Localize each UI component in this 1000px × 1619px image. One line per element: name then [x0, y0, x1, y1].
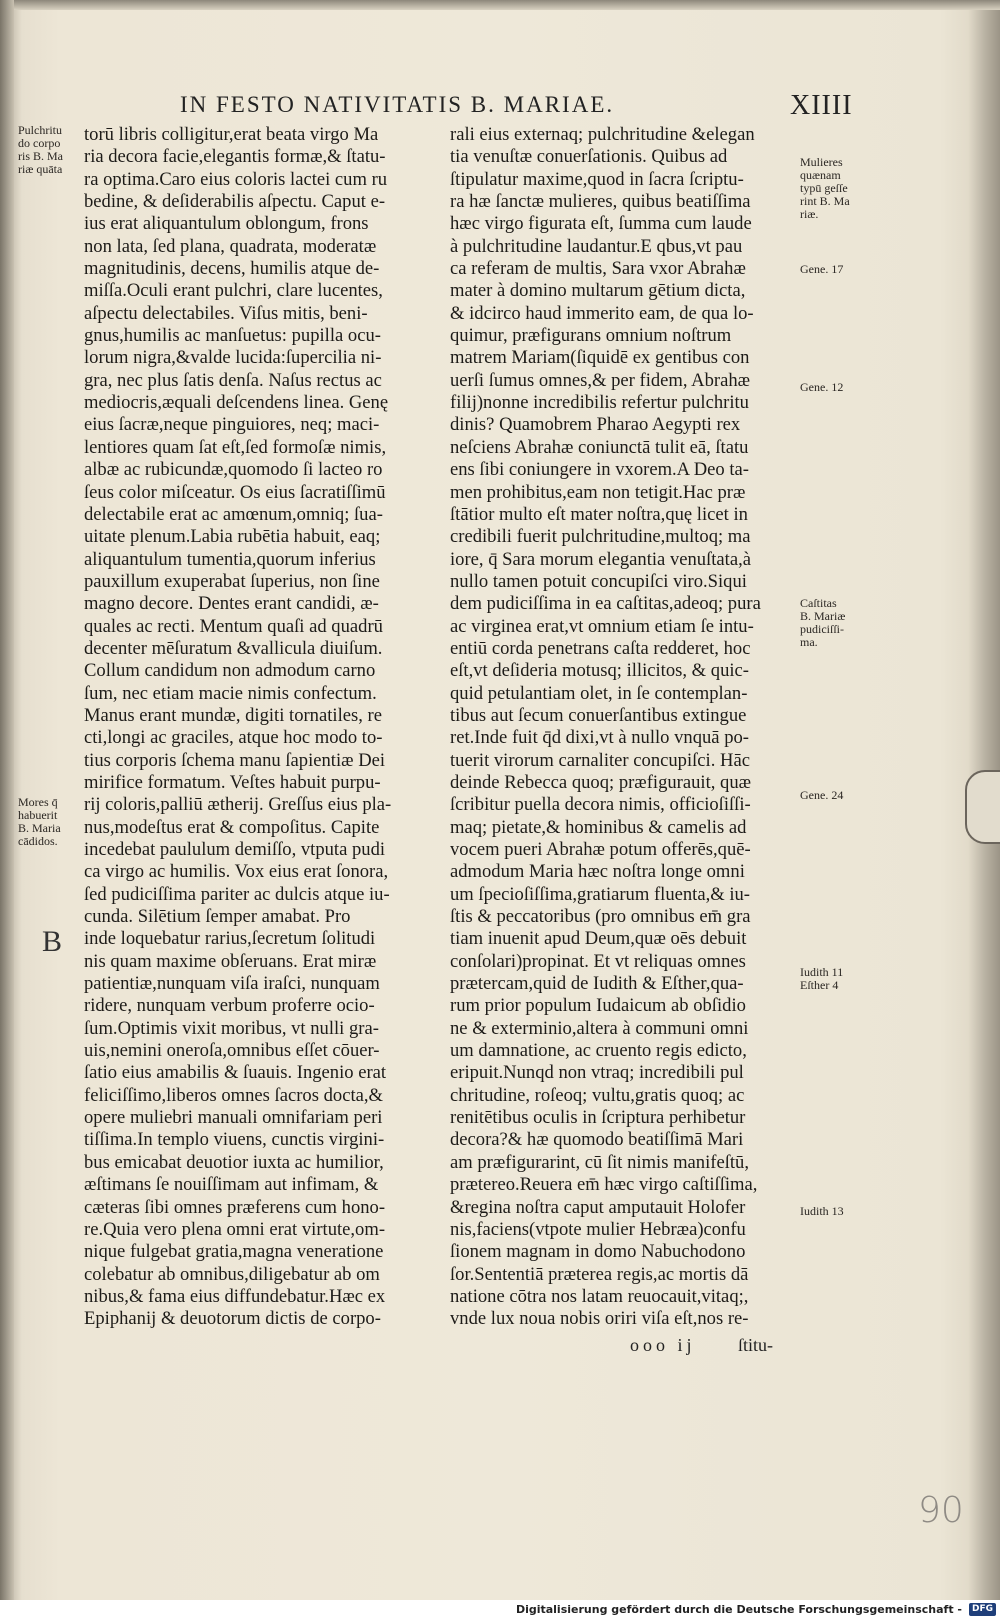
margin-line: typū geſſe	[800, 181, 848, 195]
text-line: uerſi ſumus omnes,& per fidem, Abrahæ	[450, 369, 751, 391]
text-line: incedebat paululum demiſſo, vtputa pudi	[84, 839, 386, 860]
margin-line: habuerit	[18, 808, 58, 822]
text-line: tiſſima.In templo viuens, cunctis virgini-	[84, 1129, 385, 1151]
text-line: lentiores quam ſat eſt,ſed formoſæ nimis,	[84, 436, 387, 458]
text-line: prætercam,quid de Iudith & Eſther,qua-	[450, 973, 744, 995]
text-line: mediocris,æquali deſcendens linea. Genę	[84, 392, 389, 414]
margin-line: B. Mariæ	[800, 609, 846, 623]
text-line: nis,faciens(vtpote mulier Hebræa)confu	[450, 1218, 746, 1240]
pencil-page-number: 90	[918, 1490, 964, 1531]
text-line: iore, q̄ Sara morum elegantia venuſtata,à	[450, 548, 751, 570]
text-line: credibili fuerit pulchritudine,multoq; ma	[450, 526, 751, 548]
margin-note-right-3	[800, 381, 843, 394]
text-line: dinis? Quamobrem Pharao Aegypti rex	[450, 414, 741, 436]
margin-line: Iudith 11	[800, 965, 844, 979]
margin-line: Gene. 12	[800, 380, 844, 394]
margin-line: riæ quāta	[18, 162, 63, 176]
margin-note-left-2	[18, 796, 61, 848]
running-head: IN FESTO NATIVITATIS B. MARIAE.	[180, 92, 615, 117]
text-line: prætereo.Reuera em̄ hæc virgo caſtiſſima,	[450, 1174, 758, 1196]
text-line: ſum.Optimis vixit moribus, vt nulli gra-	[84, 1017, 379, 1039]
text-line: miſſa.Oculi erant pulchri, clare lucentes,	[84, 280, 383, 302]
text-line: feliciſſimo,liberos omnes ſacros docta,&	[84, 1084, 383, 1106]
margin-note-right-2	[800, 263, 843, 276]
text-line: lorum nigra,&valde lucida:ſupercilia ni-	[84, 347, 382, 369]
text-column-left	[84, 124, 424, 1331]
text-line: rij coloris,palliū ætherij. Greſſus eius pla-	[84, 794, 392, 816]
text-line: rali eius externaq; pulchritudine &elegan	[450, 124, 755, 145]
text-line: gnus,humilis ac manſuetus: pupilla ocu-	[84, 325, 381, 347]
text-line: ſionem magnam in domo Nabuchodono	[450, 1241, 746, 1263]
margin-line: B. Maria	[18, 821, 61, 835]
margin-note-right-6	[800, 966, 843, 992]
text-line: men prohibitus,eam non tetigit.Hac præ	[450, 481, 746, 503]
text-line: ſed pudiciſſima pariter ac dulcis atque iu-	[84, 883, 390, 905]
text-line: pauxillum exuperabat ſuperius, non ſine	[84, 570, 380, 592]
text-line: bedine, & deſiderabilis aſpectu. Caput e-	[84, 191, 386, 213]
text-line: deinde Rebecca quoq; præfigurauit, quæ	[450, 771, 752, 793]
text-line: inde loquebatur rarius,ſecretum ſolitudi	[84, 928, 376, 950]
text-line: nibus,& fama eius diffundebatur.Hæc ex	[84, 1285, 386, 1307]
text-line: maq; pietate,& hominibus & camelis ad	[450, 816, 747, 838]
text-line: renitētibus oculis in ſcriptura perhibetur	[450, 1107, 746, 1129]
text-line: aliquantulum tumentia,quorum inferius	[84, 548, 376, 570]
text-line: magnitudinis, decens, humilis atque de-	[84, 258, 380, 280]
text-line: nique fulgebat gratia,magna veneratione	[84, 1241, 384, 1263]
margin-line: ma.	[800, 635, 818, 649]
text-line: um ſpecioſiſſima,gratiarum fluenta,& iu-	[450, 883, 750, 905]
margin-note-right-5	[800, 789, 843, 802]
text-line: eſt,vt deſideria motusq; illicitos, & quic-	[450, 660, 749, 682]
text-line: ſtis & peccatoribus (pro omnibus em̄ gra	[450, 906, 751, 928]
text-line: mater à domino multarum gētium dicta,	[450, 280, 746, 302]
text-line: tia venuſtæ conuerſationis. Quibus ad	[450, 146, 728, 168]
text-line: nis quam maxime obſeruans. Erat miræ	[84, 950, 377, 972]
text-line: filij)nonne incredibilis refertur pulchritu	[450, 392, 749, 414]
text-line: bus emicabat deuotior iuxta ac humilior,	[84, 1151, 384, 1173]
text-line: hæc virgo figurata eſt, ſumma cum laude	[450, 213, 752, 235]
dfg-logo: DFG	[969, 1603, 996, 1616]
margin-line: rint B. Ma	[800, 194, 850, 208]
text-line: gra, nec plus ſatis denſa. Naſus rectus ac	[84, 369, 382, 391]
text-line: albæ ac rubicundæ,quomodo ſi lacteo ro	[84, 459, 383, 481]
text-line: &regina noſtra caput amputauit Holofer	[450, 1196, 746, 1218]
text-line: admodum Maria hæc noſtra longe omni	[450, 861, 745, 883]
text-line: eripuit.Nunqd non vtraq; incredibili pul	[450, 1062, 744, 1084]
margin-note-right-7	[800, 1205, 844, 1218]
text-line: eius ſacræ,neque pinguiores, neq; maci-	[84, 414, 380, 436]
text-line: tiam inuenit apud Deum,quæ oēs debuit	[450, 928, 747, 950]
digitization-footer	[0, 1600, 1000, 1619]
margin-line: Eſther 4	[800, 978, 839, 992]
text-line: torū libris colligitur,erat beata virgo Ma	[84, 124, 379, 145]
initial-letter: B	[42, 925, 63, 958]
text-line: non lata, ſed plana, quadrata, moderatæ	[84, 235, 377, 257]
text-line: quimur, præfigurans omnium noſtrum	[450, 325, 732, 347]
text-line: neſciens Abrahæ coniunctā tulit eā, ſtatu	[450, 436, 749, 458]
text-line: ſor.Sententiā præterea regis,ac mortis dā	[450, 1263, 749, 1285]
margin-note-right-4	[800, 597, 845, 649]
margin-note-left-1	[18, 124, 63, 176]
text-line: entiū corda penetrans caſta redderet, hoc	[450, 637, 751, 659]
text-line: nullo tamen potuit concupiſci viro.Siqui	[450, 570, 747, 592]
text-line: conſolari)propinat. Et vt reliquas omnes	[450, 950, 746, 972]
text-line: opere muliebri manuali omnifariam peri	[84, 1107, 383, 1129]
text-line: ens ſibi coniungere in vxorem.A Deo ta-	[450, 459, 749, 481]
text-line: ridere, nunquam verbum proferre ocio-	[84, 995, 375, 1017]
text-line: ret.Inde fuit q̄d dixi,vt à nullo vnquā po-	[450, 727, 749, 749]
text-line: decenter mēſuratum &vallicula diuiſum.	[84, 637, 383, 659]
text-line: vnde lux noua nobis oriri viſa eſt,nos re-	[450, 1308, 749, 1330]
text-line: ſtipulatur maxime,quod in ſacra ſcriptu-	[450, 168, 744, 190]
margin-line: cādidos.	[18, 834, 58, 848]
text-line: Epiphanij & deuotorum dictis de corpo-	[84, 1308, 381, 1330]
text-line: magno decore. Dentes erant candidi, æ-	[84, 593, 379, 615]
text-line: matrem Mariam(ſiquidē ex gentibus con	[450, 347, 750, 369]
margin-line: Gene. 24	[800, 788, 844, 802]
text-line: ſatio eius amabilis & ſuauis. Ingenio erat	[84, 1062, 387, 1084]
text-line: colebatur ab omnibus,diligebatur ab om	[84, 1263, 380, 1285]
margin-line: Pulchritu	[18, 123, 62, 137]
text-line: ra optima.Caro eius coloris lactei cum ru	[84, 168, 388, 190]
margin-line: Iudith 13	[800, 1204, 844, 1218]
text-line: vocem pueri Abrahæ potum offerēs,quē-	[450, 839, 751, 860]
text-line: dem pudiciſſima in ea caſtitas,adeoq; pura	[450, 593, 761, 615]
text-line: cæteras ſibi omnes præferens cum hono-	[84, 1196, 386, 1218]
margin-line: do corpo	[18, 136, 61, 150]
text-line: delectabile erat ac amœnum,omniq; ſua-	[84, 503, 383, 525]
text-line: ius erat aliquantulum oblongum, frons	[84, 213, 369, 235]
text-line: ne & exterminio,altera à communi omni	[450, 1017, 749, 1039]
text-line: tibus aut ſecum conuerſantibus extingue	[450, 704, 747, 726]
catchword: ſtitu-	[738, 1335, 773, 1355]
text-column-right	[450, 124, 795, 1331]
text-line: decora?& hæ quomodo beatiſſimā Mari	[450, 1129, 744, 1151]
margin-line: pudiciſſi-	[800, 622, 844, 636]
footer-credit: Digitalisierung gefördert durch die Deutsche Forschungsgemeinschaft -	[515, 1603, 962, 1616]
text-line: rum prior populum Iudaicum ab obſidio	[450, 995, 746, 1017]
text-line: ſum, nec etiam macie nimis confectum.	[84, 682, 377, 704]
text-line: uis,nemini oneroſa,omnibus eſſet cōuer-	[84, 1040, 380, 1062]
text-line: chritudine, roſeoq; vultu,gratis quoq; ac	[450, 1084, 745, 1106]
signature-mark: ooo ij	[630, 1335, 696, 1355]
margin-line: Caſtitas	[800, 596, 837, 610]
text-line: ca referam de multis, Sara vxor Abrahæ	[450, 258, 746, 280]
margin-line: riæ.	[800, 207, 819, 221]
page-top-edge	[0, 0, 1000, 10]
text-line: ria decora facie,elegantis formæ,& ſtatu-	[84, 146, 386, 168]
text-line: uitate plenum.Labia rubētia habuit, eaq;	[84, 526, 381, 548]
text-line: cti,longi ac graciles, atque hoc modo to-	[84, 727, 383, 749]
text-line: patientiæ,nunquam viſa iraſci, nunquam	[84, 973, 380, 995]
page-tab-marker	[965, 770, 1000, 844]
text-line: natione cōtra nos latam reuocauit,vitaq;,	[450, 1285, 749, 1307]
text-line: cunda. Silētium ſemper amabat. Pro	[84, 906, 351, 928]
margin-line: ris B. Ma	[18, 149, 63, 163]
text-line: tius corporis ſchema manu ſapientiæ Dei	[84, 749, 386, 771]
text-line: Collum candidum non admodum carno	[84, 660, 376, 682]
text-line: Manus erant mundæ, digiti tornatiles, re	[84, 704, 382, 726]
text-line: ra hæ ſanctæ mulieres, quibus beatiſſima	[450, 191, 751, 213]
text-line: à pulchritudine laudantur.E qbus,vt pau	[450, 235, 743, 257]
margin-line: Gene. 17	[800, 262, 844, 276]
text-line: mirifice formatum. Veſtes habuit purpu-	[84, 771, 381, 793]
text-line: quales ac recti. Mentum quaſi ad quadrū	[84, 615, 383, 637]
text-line: ſtātior multo eſt mater noſtra,quę licet in	[450, 503, 748, 525]
gutter-shadow	[0, 0, 14, 1600]
text-line: ſeus color miſceatur. Os eius ſacratiſſimū	[84, 481, 386, 503]
text-line: & idcirco haud immerito eam, de qua lo-	[450, 302, 754, 324]
text-line: tuerit virorum carnaliter concupiſci. Hāc	[450, 749, 750, 771]
text-line: am præfigurarint, cū ſit nimis manifeſtū,	[450, 1151, 749, 1173]
text-line: ſcribitur puella decora nimis, officioſiſſi-	[450, 794, 751, 816]
margin-line: quænam	[800, 168, 841, 182]
margin-line: Mulieres	[800, 155, 843, 169]
text-line: æſtimans ſe nouiſſimam aut infimam, &	[84, 1174, 379, 1196]
margin-note-right-1	[800, 156, 850, 221]
text-line: aſpectu delectabiles. Viſus mitis, beni-	[84, 302, 368, 324]
text-line: um damnatione, ac cruento regis edicto,	[450, 1040, 747, 1062]
text-line: ca virgo ac humilis. Vox eius erat ſonora,	[84, 861, 389, 883]
margin-line: Mores q̄	[18, 795, 58, 809]
text-line: re.Quia vero plena omni erat virtute,om-	[84, 1218, 386, 1240]
folio-number: XIIII	[790, 90, 853, 121]
text-line: quid petulantiam olet, in ſe contemplan-	[450, 682, 748, 704]
text-line: ac virginea erat,vt omnium etiam ſe intu-	[450, 615, 754, 637]
text-line: nus,modeſtus erat & compoſitus. Capite	[84, 816, 380, 838]
